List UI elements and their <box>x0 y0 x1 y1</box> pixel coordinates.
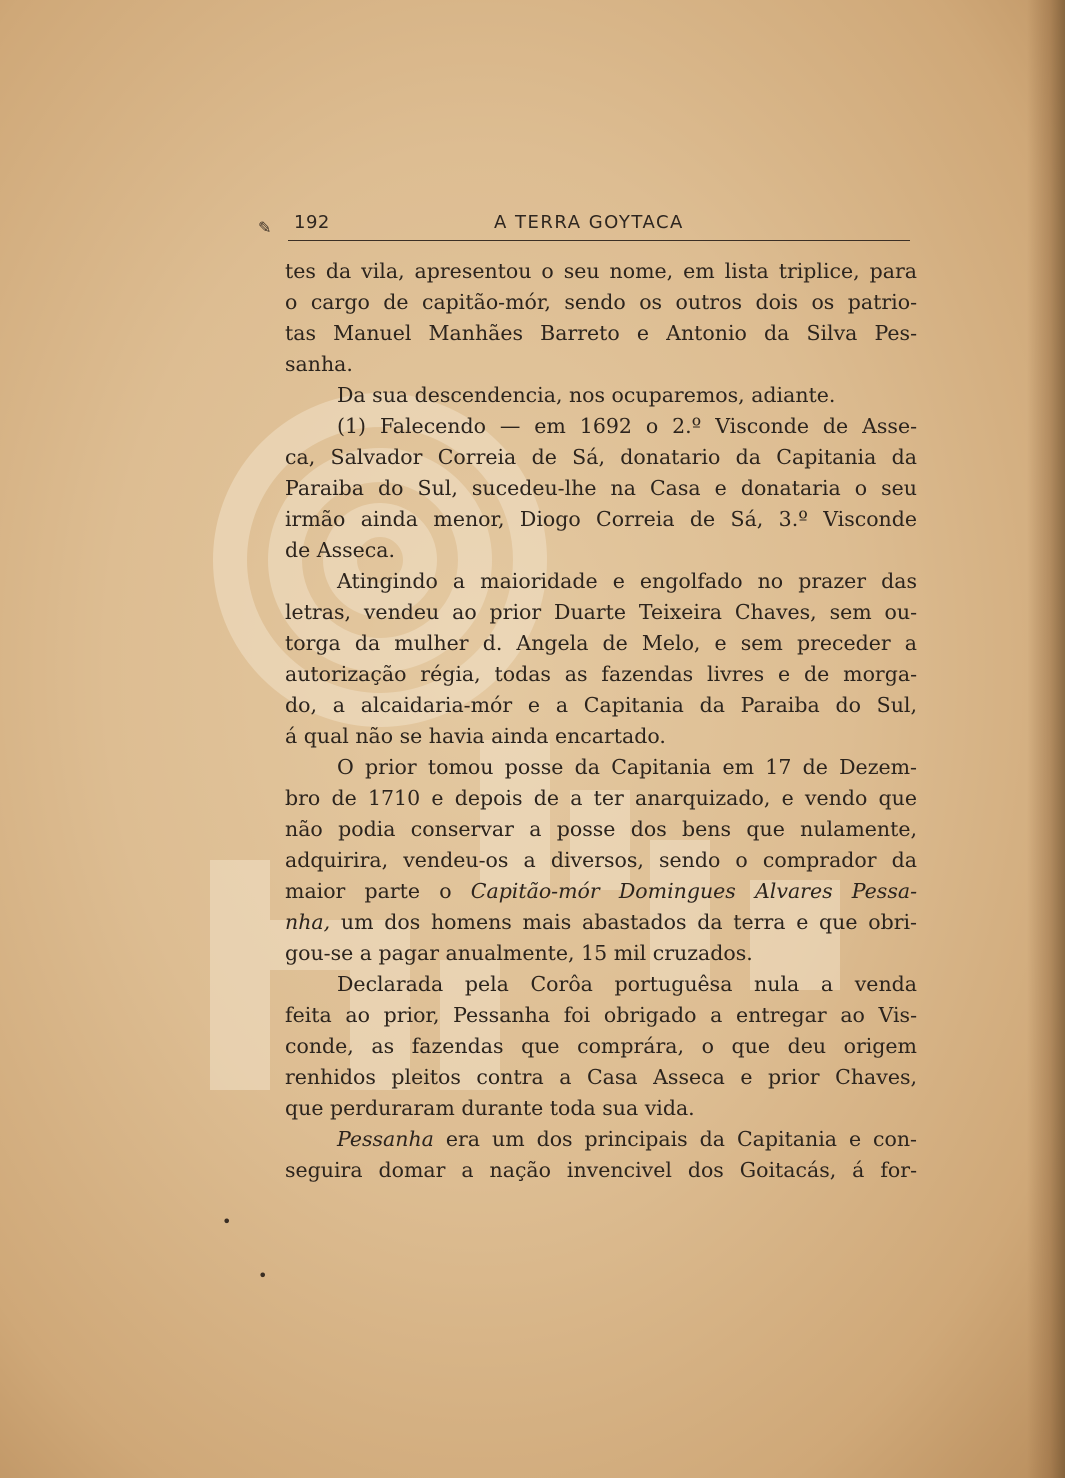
text-fragment: maior parte o <box>285 879 452 903</box>
page-header <box>288 210 910 241</box>
text-line <box>285 1124 917 1155</box>
text-fragment: um dos homens mais abastados da terra e que obri- <box>340 910 917 934</box>
text-line: Paraiba do Sul, sucedeu-lhe na Casa e donataria o seu <box>285 476 917 500</box>
text-line: Declarada pela Corôa portuguêsa nula a venda <box>337 972 917 996</box>
italic-name: Capitão-mór Domingues Alvares Pessa- <box>470 879 917 903</box>
text-line: letras, vendeu ao prior Duarte Teixeira Chaves, sem ou- <box>285 600 917 624</box>
text-line: O prior tomou posse da Capitania em 17 de Dezem- <box>337 755 917 779</box>
text-line: feita ao prior, Pessanha foi obrigado a entregar ao Vis- <box>285 1003 917 1027</box>
page-edge-shadow <box>1027 0 1065 1478</box>
text-line: de Asseca. <box>285 538 395 562</box>
text-line: conde, as fazendas que comprára, o que deu origem <box>285 1034 917 1058</box>
text-line: Da sua descendencia, nos ocuparemos, adiante. <box>337 383 836 407</box>
text-line: bro de 1710 e depois de a ter anarquizado, e vendo que <box>285 786 917 810</box>
margin-mark: • <box>222 1212 232 1231</box>
text-line: que perduraram durante toda sua vida. <box>285 1096 695 1120</box>
body-text <box>285 256 917 1186</box>
text-line: sanha. <box>285 352 353 376</box>
margin-mark: • <box>258 1266 268 1285</box>
text-line: gou-se a pagar anualmente, 15 mil cruzados. <box>285 941 753 965</box>
text-line: adquirira, vendeu-os a diversos, sendo o comprador da <box>285 848 917 872</box>
text-line: do, a alcaidaria-mór e a Capitania da Paraiba do Sul, <box>285 693 917 717</box>
text-line <box>285 876 917 907</box>
italic-name: nha, <box>285 910 331 934</box>
text-line: tas Manuel Manhães Barreto e Antonio da Silva Pes- <box>285 321 917 345</box>
text-line: não podia conservar a posse dos bens que nulamente, <box>285 817 917 841</box>
text-line: seguira domar a nação invencivel dos Goitacás, á for- <box>285 1158 917 1182</box>
margin-mark: ✎ <box>258 218 272 237</box>
text-fragment: era um dos principais da Capitania e con- <box>445 1127 917 1151</box>
text-line: ca, Salvador Correia de Sá, donatario da Capitania da <box>285 445 917 469</box>
italic-name: Pessanha <box>337 1127 434 1151</box>
text-line: torga da mulher d. Angela de Melo, e sem preceder a <box>285 631 917 655</box>
text-line: tes da vila, apresentou o seu nome, em lista triplice, para <box>285 259 917 283</box>
text-line: Atingindo a maioridade e engolfado no prazer das <box>337 569 917 593</box>
text-line: irmão ainda menor, Diogo Correia de Sá, 3.º Visconde <box>285 507 917 531</box>
page-number: 192 <box>294 212 330 233</box>
text-line: renhidos pleitos contra a Casa Asseca e prior Chaves, <box>285 1065 917 1089</box>
text-line: autorização régia, todas as fazendas livres e de morga- <box>285 662 917 686</box>
text-line: (1) Falecendo — em 1692 o 2.º Visconde de Asse- <box>337 414 917 438</box>
text-line <box>285 907 917 938</box>
running-head: A TERRA GOYTACA <box>494 212 684 233</box>
text-line: á qual não se havia ainda encartado. <box>285 724 666 748</box>
text-line: o cargo de capitão-mór, sendo os outros dois os patrio- <box>285 290 917 314</box>
